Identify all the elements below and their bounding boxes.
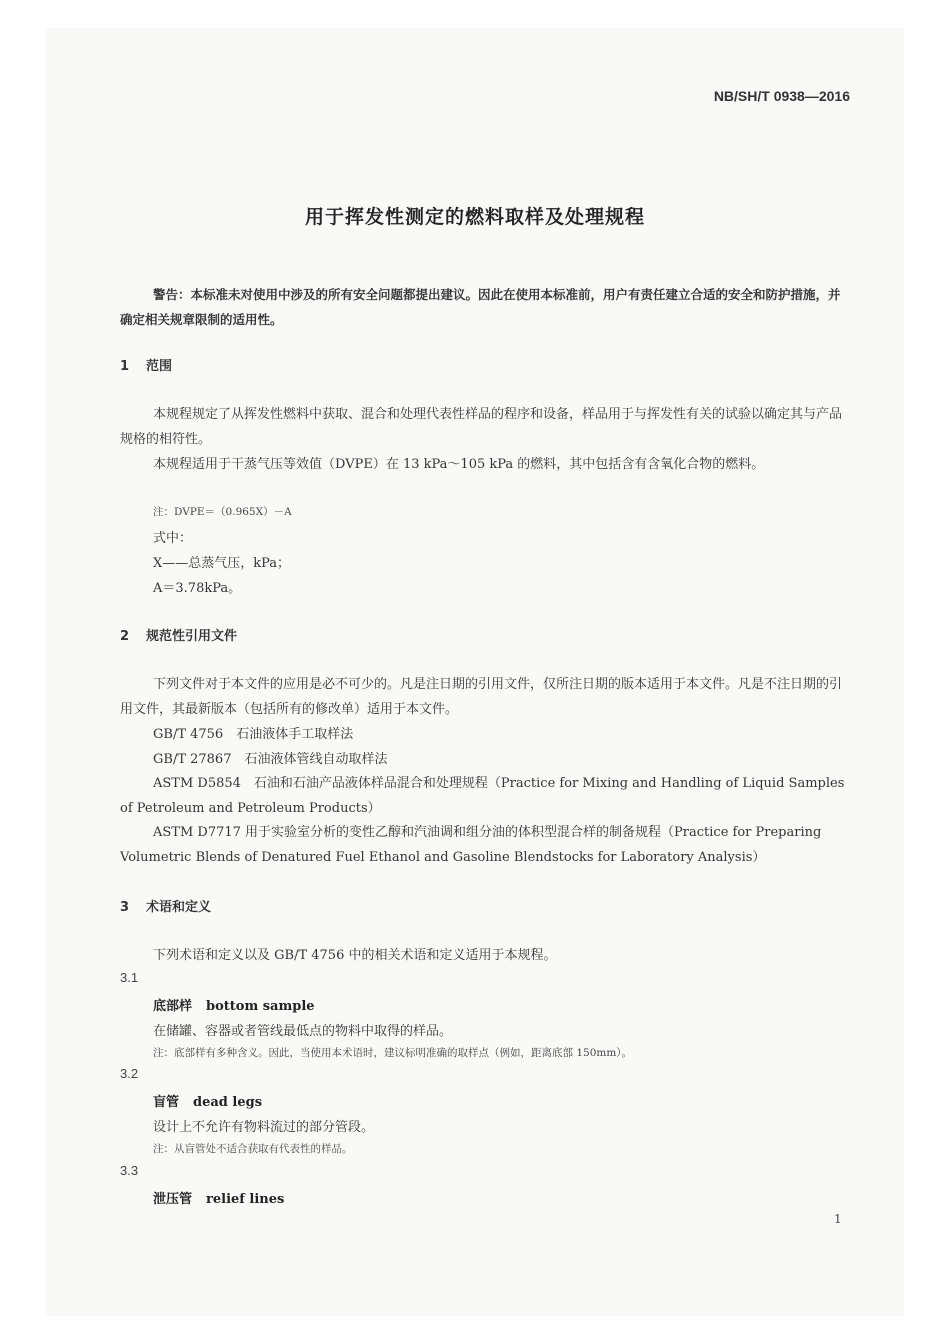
term-3-2-note: 注：从盲管处不适合获取有代表性的样品。	[153, 1143, 353, 1155]
term-3-2-heading	[153, 1091, 262, 1110]
section-1-heading	[120, 355, 172, 374]
term-3-3-number: 3.3	[120, 1163, 139, 1178]
term-english: dead legs	[193, 1095, 263, 1110]
section-3-heading	[120, 896, 211, 915]
reference-4: ASTM D7717 用于实验室分析的变性乙醇和汽油调和组分油的体积型混合样的制备规程（Practice for Preparing Volumetric Blends of Denatured Fuel Ethanol and Gasoline Blendstocks for Laboratory Analysis）	[120, 825, 822, 865]
term-3-3-heading	[153, 1188, 284, 1207]
term-chinese: 底部样	[153, 999, 193, 1014]
warning-text: 警告：本标准未对使用中涉及的所有安全问题都提出建议。因此在使用本标准前，用户有责任建立合适的安全和防护措施，并确定相关规章限制的适用性。	[120, 287, 841, 327]
formula-a-definition: A＝3.78kPa。	[153, 581, 242, 596]
reference-1: GB/T 4756 石油液体手工取样法	[153, 727, 354, 742]
term-3-2-number: 3.2	[120, 1066, 139, 1081]
document-title: 用于挥发性测定的燃料取样及处理规程	[304, 206, 645, 228]
section-number: 3	[120, 900, 130, 915]
reference-2: GB/T 27867 石油液体管线自动取样法	[153, 752, 388, 767]
term-3-1-number: 3.1	[120, 970, 139, 985]
term-3-1-note: 注：底部样有多种含义。因此，当使用本术语时，建议标明准确的取样点（例如，距离底部 150mm）。	[153, 1047, 633, 1059]
section-1-paragraph-1: 本规程规定了从挥发性燃料中获取、混合和处理代表性样品的程序和设备，样品用于与挥发性有关的试验以确定其与产品规格的相符性。	[120, 407, 843, 447]
reference-3: ASTM D5854 石油和石油产品液体样品混合和处理规程（Practice for Mixing and Handling of Liquid Samples of Petroleum and Petroleum Products）	[120, 776, 845, 816]
term-3-1-heading	[153, 995, 315, 1014]
term-3-1-definition: 在储罐、容器或者管线最低点的物料中取得的样品。	[153, 1024, 453, 1039]
term-english: relief lines	[206, 1192, 285, 1207]
section-number: 2	[120, 629, 130, 644]
term-chinese: 盲管	[153, 1095, 180, 1110]
section-title: 术语和定义	[146, 900, 212, 915]
term-english: bottom sample	[206, 999, 315, 1014]
section-1-note: 注：DVPE＝（0.965X）－A	[153, 506, 292, 518]
section-title: 规范性引用文件	[146, 629, 238, 644]
term-chinese: 泄压管	[153, 1192, 193, 1207]
section-2-heading	[120, 625, 237, 644]
formula-where: 式中：	[153, 531, 193, 546]
formula-x-definition: X——总蒸气压，kPa；	[153, 556, 291, 571]
section-2-paragraph-1: 下列文件对于本文件的应用是必不可少的。凡是注日期的引用文件，仅所注日期的版本适用于本文件。凡是不注日期的引用文件，其最新版本（包括所有的修改单）适用于本文件。	[120, 677, 843, 717]
section-number: 1	[120, 359, 130, 374]
section-title: 范围	[146, 359, 173, 374]
section-3-paragraph-1: 下列术语和定义以及 GB/T 4756 中的相关术语和定义适用于本规程。	[153, 948, 557, 963]
section-1-paragraph-2: 本规程适用于干蒸气压等效值（DVPE）在 13 kPa～105 kPa 的燃料，其中包括含有含氧化合物的燃料。	[153, 457, 765, 472]
page-number: 1	[834, 1212, 842, 1226]
term-3-2-definition: 设计上不允许有物料流过的部分管段。	[153, 1120, 375, 1135]
standard-code: NB/SH/T 0938—2016	[713, 88, 850, 104]
